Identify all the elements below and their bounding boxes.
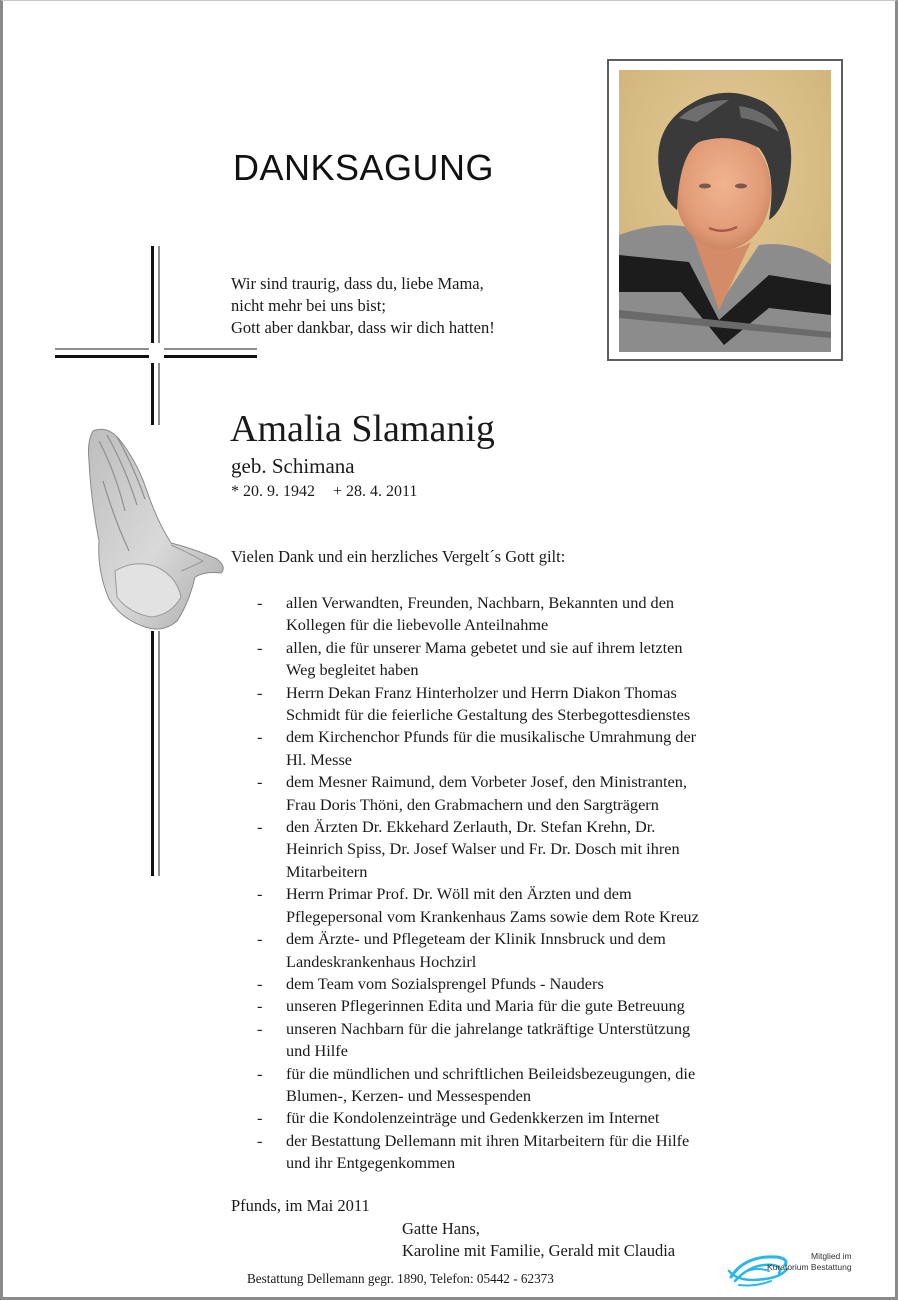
dash-bullet: -: [257, 637, 263, 657]
dash-bullet: -: [257, 1130, 263, 1150]
thanks-intro: Vielen Dank und ein herzliches Vergelt´s Gott gilt:: [231, 547, 566, 566]
signer-line: Gatte Hans,: [402, 1219, 480, 1238]
verse-line: Gott aber dankbar, dass wir dich hatten!: [231, 318, 495, 337]
kuratorium-badge: [725, 1249, 865, 1289]
dash-bullet: -: [257, 1018, 263, 1038]
list-item: - den Ärzten Dr. Ekkehard Zerlauth, Dr. Stefan Krehn, Dr. Heinrich Spiss, Dr. Josef Walser und Fr. Dr. Dosch mit ihren Mitarbeitern: [257, 817, 680, 881]
thanks-list: [257, 592, 817, 1175]
list-item: - dem Ärzte- und Pflegeteam der Klinik Innsbruck und dem Landeskrankenhaus Hochzirl: [257, 929, 666, 971]
page-title: DANKSAGUNG: [233, 147, 495, 188]
list-item: - unseren Pflegerinnen Edita und Maria für die gute Betreuung: [257, 995, 817, 1017]
dash-bullet: -: [257, 929, 263, 949]
death-date: + 28. 4. 2011: [333, 483, 418, 500]
badge-line-1: Mitglied im: [811, 1251, 852, 1261]
maiden-name: geb. Schimana: [231, 454, 355, 478]
dash-bullet: -: [257, 996, 263, 1016]
dash-bullet: -: [257, 593, 263, 612]
verse-line: nicht mehr bei uns bist;: [231, 296, 386, 315]
list-item: - allen, die für unserer Mama gebetet und sie auf ihrem letzten Weg begleitet haben: [257, 637, 683, 680]
praying-hands-icon: [85, 421, 230, 636]
life-dates: [231, 482, 417, 502]
dash-bullet: -: [257, 1108, 263, 1128]
deceased-name: Amalia Slamanig: [230, 408, 495, 450]
portrait-photo: [619, 70, 831, 352]
list-item: - Herrn Dekan Franz Hinterholzer und Herrn Diakon Thomas Schmidt für die feierliche Gestaltung des Sterbegottesdienstes: [257, 682, 691, 725]
portrait-image: [619, 70, 831, 352]
dash-bullet: -: [257, 973, 263, 993]
list-item: - dem Kirchenchor Pfunds für die musikalische Umrahmung der Hl. Messe: [257, 727, 697, 769]
list-item: - für die Kondolenzeinträge und Gedenkkerzen im Internet: [257, 1107, 817, 1129]
list-item: - dem Team vom Sozialsprengel Pfunds - Nauders: [257, 973, 817, 995]
birth-date: * 20. 9. 1942: [231, 483, 315, 500]
place-and-date: Pfunds, im Mai 2011: [231, 1196, 370, 1215]
dash-bullet: -: [257, 727, 263, 747]
dash-bullet: -: [257, 817, 263, 837]
verse-line: Wir sind traurig, dass du, liebe Mama,: [231, 274, 484, 293]
list-item: - Herrn Primar Prof. Dr. Wöll mit den Ärzten und dem Pflegepersonal vom Krankenhaus Zams sowie dem Rote Kreuz: [257, 884, 699, 926]
list-item: - für die mündlichen und schriftlichen Beileidsbezeugungen, die Blumen-, Kerzen- und Messespenden: [257, 1063, 696, 1105]
dash-bullet: -: [257, 884, 263, 904]
badge-line-2: Kuratorium Bestattung: [767, 1262, 852, 1272]
portrait-frame: [607, 59, 843, 361]
dash-bullet: -: [257, 772, 263, 792]
dash-bullet: -: [257, 1063, 263, 1083]
signer-line: Karoline mit Familie, Gerald mit Claudia: [402, 1241, 676, 1260]
memorial-verse: [231, 273, 495, 339]
dash-bullet: -: [257, 682, 263, 702]
list-item: - dem Mesner Raimund, dem Vorbeter Josef, den Ministranten, Frau Doris Thöni, den Grabmachern und den Sargträgern: [257, 772, 687, 814]
funeral-home-footer: Bestattung Dellemann gegr. 1890, Telefon: 05442 - 62373: [247, 1271, 554, 1286]
list-item: - allen Verwandten, Freunden, Nachbarn, Bekannten und den Kollegen für die liebevolle Anteilnahme: [257, 593, 675, 635]
signatories: [402, 1218, 675, 1262]
list-item: - unseren Nachbarn für die jahrelange tatkräftige Unterstützung und Hilfe: [257, 1018, 691, 1061]
list-item: - der Bestattung Dellemann mit ihren Mitarbeitern für die Hilfe und ihr Entgegenkommen: [257, 1130, 690, 1173]
